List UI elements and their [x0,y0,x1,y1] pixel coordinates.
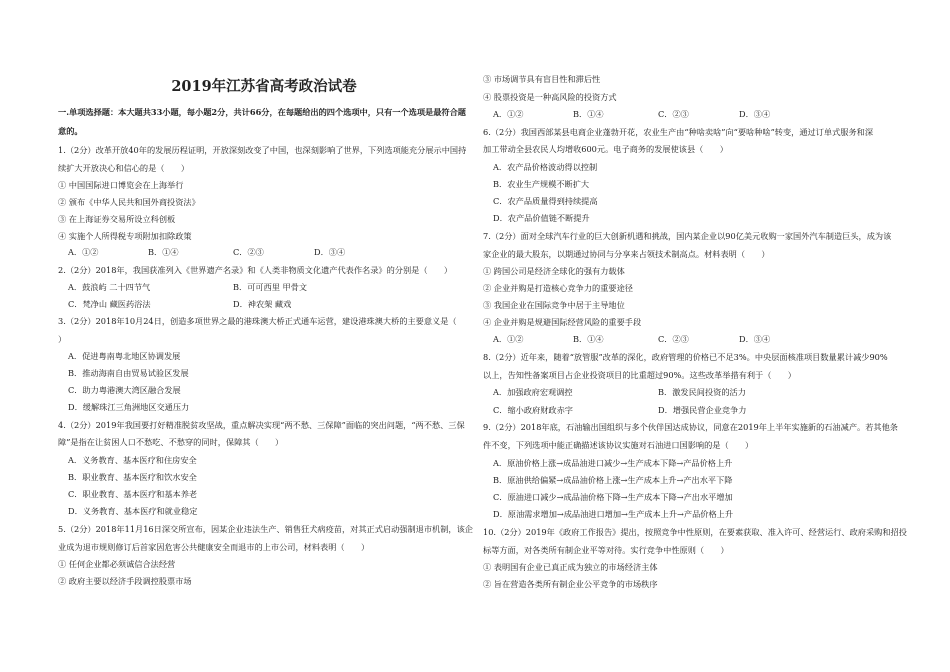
q6-option-d: D．农产品价值链不断提升 [493,213,590,223]
q5-option-a: A．①② [493,109,524,119]
q3-option-b: B．推动海南自由贸易试验区发展 [68,368,189,378]
q2-option-c: C．梵净山 藏医药浴法 [68,299,151,309]
q6-option-c: C．农产品质量得到持续提高 [493,196,598,206]
section-heading: 一.单项选择题：本大题共33小题，每小题2分，共计66分，在每题给出的四个选项中，只有一个选项是最符合题 [58,107,466,117]
q6-option-a: A．农产品价格波动得以控制 [493,162,598,172]
q2-option-b: B．可可西里 甲骨文 [233,282,308,292]
q7-statement-1: ① 跨国公司是经济全球化的强有力载体 [483,266,625,276]
section-heading-cont: 意的。 [58,126,83,136]
q7-statement-2: ② 企业并购是打造核心竞争力的重要途径 [483,283,633,293]
q9-option-c: C．原油进口减少→成品油价格下降→生产成本下降→产出水平增加 [493,492,733,502]
q5-option-b: B．①④ [573,109,604,119]
q10-statement-2: ② 旨在营造各类所有制企业公平竞争的市场秩序 [483,579,658,589]
q5-statement-2: ② 政府主要以经济手段调控股票市场 [58,576,192,586]
q1-statement-2: ② 颁布《中华人民共和国外商投资法》 [58,197,200,207]
q1-option-a: A．①② [68,247,99,257]
q4-option-d: D．义务教育、基本医疗和就业稳定 [68,506,198,516]
q5-statement-3: ③ 市场调节具有盲目性和滞后性 [483,74,601,84]
q1-stem: 1.（2分）改革开放40年的发展历程证明，开放深刻改变了中国，也深刻影响了世界，下列选项能充分展示中国持 [58,145,467,155]
q7-option-b: B．①④ [573,334,604,344]
q7-option-c: C．②③ [658,334,689,344]
q9-option-a: A．原油价格上涨→成品油进口减少→生产成本下降→产品价格上升 [493,458,733,468]
q1-option-c: C．②③ [233,247,264,257]
q4-option-c: C．职业教育、基本医疗和基本养老 [68,489,198,499]
q7-option-a: A．①② [493,334,524,344]
q9-stem-cont: 件不变，下列选项中能正确描述该协议实施对石油进口国影响的是（ ） [483,440,754,450]
q3-stem: 3.（2分）2018年10月24日，创造多项世界之最的港珠澳大桥正式通车运营，建设港珠澳大桥的主要意义是（ [58,316,457,326]
q8-option-b: B．激发民间投资的活力 [658,387,746,397]
q7-statement-4: ④ 企业并购是规避国际经营风险的重要手段 [483,317,642,327]
q2-option-d: D．神农架 藏戏 [233,299,292,309]
q2-option-a: A．鼓浪屿 二十四节气 [68,282,151,292]
q8-stem-cont: 以上，告知性备案项目占企业投资项目的比重超过90%。这些改革举措有利于（ ） [483,370,796,380]
q1-statement-4: ④ 实施个人所得税专项附加扣除政策 [58,231,192,241]
q5-stem: 5.（2分）2018年11月16日深交所宣布，因某企业违法生产、销售狂犬病疫苗，对其正式启动强制退市机制，该企 [58,524,473,534]
q3-option-d: D．缓解珠江三角洲地区交通压力 [68,402,190,412]
q1-stem-cont: 续扩大开放决心和信心的是（ ） [58,163,190,173]
q9-option-b: B．原油供给偏紧→成品油价格上涨→生产成本上升→产出水平下降 [493,475,733,485]
q10-stem: 10.（2分）2019年《政府工作报告》提出，按照竞争中性原则，在要素获取、准入许可、经营运行、政府采购和招投 [483,527,907,537]
q5-option-d: D．③④ [739,109,771,119]
q8-option-c: C．缩小政府财政赤字 [493,405,573,415]
q5-statement-1: ① 任何企业都必须诚信合法经营 [58,559,176,569]
q8-stem: 8.（2分）近年来，随着“放管服”改革的深化，政府管理的价格已不足3%。中央层面核准项目数量累计减少90% [483,352,888,362]
q6-stem-cont: 加工带动全县农民人均增收600元。电子商务的发展使该县（ ） [483,144,728,154]
q9-option-d: D．原油需求增加→成品油进口增加→生产成本上升→产品价格上升 [493,509,734,519]
page-title: 2019年江苏省高考政治试卷 [171,78,357,95]
q7-stem-cont: 家企业的最大股东，以期通过协同与分享来占领技术制高点。材料表明（ ） [483,249,770,259]
q4-option-a: A．义务教育、基本医疗和住房安全 [68,455,197,465]
q3-stem-cont: ） [58,334,67,344]
q1-statement-3: ③ 在上海证券交易所设立科创板 [58,214,176,224]
q4-option-b: B．职业教育、基本医疗和饮水安全 [68,472,197,482]
q3-option-c: C．助力粤港澳大湾区融合发展 [68,385,181,395]
q10-stem-cont: 标等方面，对各类所有制企业平等对待。实行竞争中性原则（ ） [483,545,729,555]
q7-option-d: D．③④ [739,334,771,344]
q6-option-b: B．农业生产规模不断扩大 [493,179,590,189]
q4-stem: 4.（2分）2019年我国要打好精准脱贫攻坚战，重点解决实现“两不愁、三保障”面临的突出问题，“两不愁、三保 [58,420,465,430]
q7-stem: 7.（2分）面对全球汽车行业的巨大创新机遇和挑战，国内某企业以90亿美元收购一家国外汽车制造巨头，成为该 [483,231,892,241]
q8-option-a: A．加强政府宏观调控 [493,387,573,397]
q1-option-b: B．①④ [148,247,179,257]
q2-stem: 2.（2分）2018年，我国获准列入《世界遗产名录》和《人类非物质文化遗产代表作名录》的分别是（ ） [58,265,453,275]
q9-stem: 9.（2分）2018年底，石油输出国组织与多个伙伴国达成协议，同意在2019年上半年实施新的石油减产。若其他条 [483,422,898,432]
q7-statement-3: ③ 我国企业在国际竞争中居于主导地位 [483,300,625,310]
q10-statement-1: ① 表明国有企业已真正成为独立的市场经济主体 [483,562,658,572]
q4-stem-cont: 障”是指在让贫困人口不愁吃、不愁穿的同时，保障其（ ） [58,437,284,447]
q1-option-d: D．③④ [314,247,346,257]
q1-statement-1: ① 中国国际进口博览会在上海举行 [58,180,184,190]
q6-stem: 6.（2分）我国西部某县电商企业蓬勃开花，农业生产由“种啥卖啥”向“要啥种啥”转变，通过订单式服务和深 [483,127,874,137]
q3-option-a: A．促进粤南粤北地区协调发展 [68,351,181,361]
q5-statement-4: ④ 股票投资是一种高风险的投资方式 [483,92,617,102]
q8-option-d: D．增强民营企业竞争力 [658,405,747,415]
q5-option-c: C．②③ [658,109,689,119]
q5-stem-cont: 业成为退市规则修订后首家因危害公共健康安全而退市的上市公司，材料表明（ ） [58,542,370,552]
